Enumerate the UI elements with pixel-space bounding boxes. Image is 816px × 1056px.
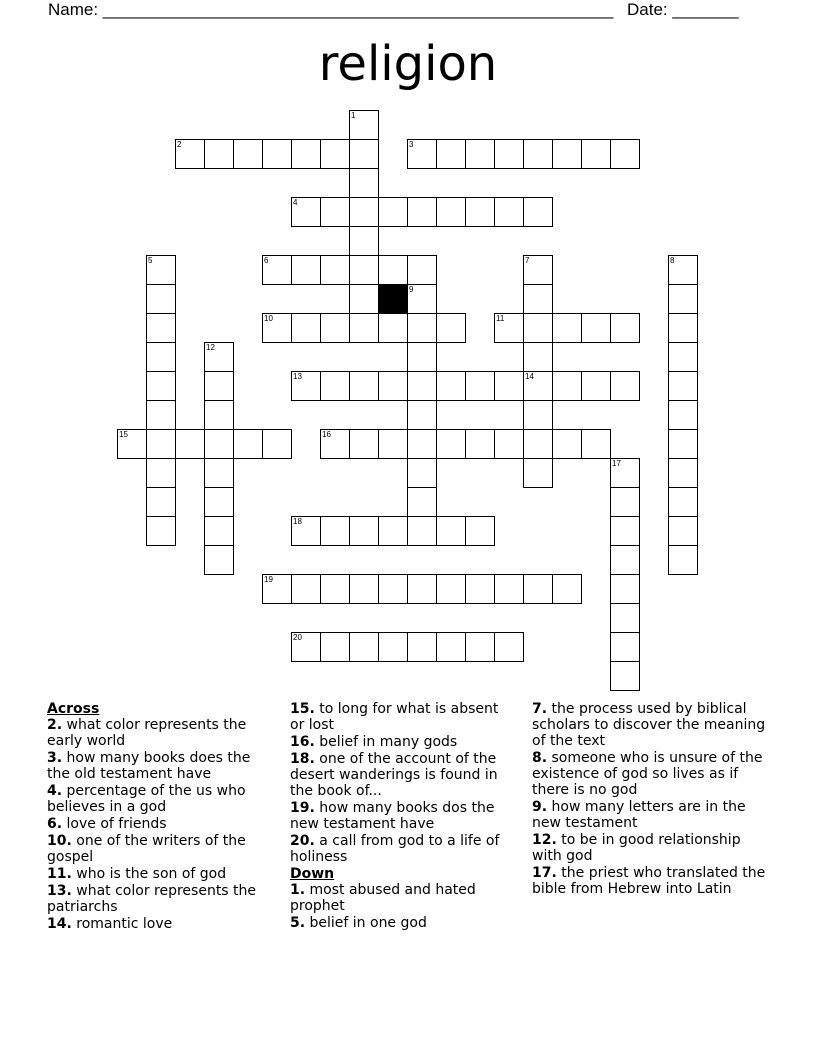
grid-cell[interactable] xyxy=(668,400,698,430)
grid-cell[interactable] xyxy=(378,255,408,285)
grid-cell[interactable] xyxy=(378,574,408,604)
clue-number: 10. xyxy=(47,833,72,849)
clue-text: the priest who translated the bible from Hebrew into Latin xyxy=(532,865,766,897)
grid-cell[interactable] xyxy=(523,284,553,314)
across-clue xyxy=(47,916,272,932)
clue-text: love of friends xyxy=(62,816,167,832)
grid-cell[interactable] xyxy=(349,632,379,662)
clue-column-3 xyxy=(532,701,772,898)
across-clue xyxy=(47,783,272,815)
grid-cell[interactable] xyxy=(407,197,437,227)
grid-cell[interactable] xyxy=(494,371,524,401)
grid-cell[interactable] xyxy=(349,226,379,256)
grid-cell[interactable] xyxy=(378,516,408,546)
grid-cell[interactable] xyxy=(465,371,495,401)
grid-cell[interactable] xyxy=(494,197,524,227)
clue-text: to be in good relationship with god xyxy=(532,832,741,864)
cell-number: 18 xyxy=(293,517,302,526)
grid-cell[interactable] xyxy=(349,574,379,604)
grid-cell[interactable] xyxy=(407,574,437,604)
grid-cell[interactable] xyxy=(465,197,495,227)
clue-text: percentage of the us who believes in a god xyxy=(47,783,246,815)
clue-text: the process used by biblical scholars to discover the meaning of the text xyxy=(532,701,766,749)
grid-cell[interactable] xyxy=(146,371,176,401)
grid-cell[interactable] xyxy=(320,313,350,343)
grid-cell[interactable] xyxy=(552,313,582,343)
across-clue xyxy=(47,750,272,782)
grid-cell[interactable] xyxy=(320,429,350,459)
grid-cell[interactable] xyxy=(494,574,524,604)
cell-number: 19 xyxy=(264,575,273,584)
down-clue xyxy=(532,799,772,831)
grid-cell[interactable] xyxy=(668,284,698,314)
grid-cell[interactable] xyxy=(349,371,379,401)
grid-cell[interactable] xyxy=(552,139,582,169)
grid-cell[interactable] xyxy=(146,313,176,343)
grid-cell[interactable] xyxy=(610,458,640,488)
clue-number: 15. xyxy=(290,701,315,717)
grid-cell[interactable] xyxy=(668,371,698,401)
grid-cell[interactable] xyxy=(668,429,698,459)
grid-cell[interactable] xyxy=(436,632,466,662)
grid-cell[interactable] xyxy=(378,632,408,662)
clue-number: 19. xyxy=(290,800,315,816)
grid-cell[interactable] xyxy=(610,313,640,343)
grid-cell[interactable] xyxy=(581,371,611,401)
grid-cell[interactable] xyxy=(320,371,350,401)
across-clue xyxy=(47,816,272,832)
grid-cell[interactable] xyxy=(436,197,466,227)
cell-number: 5 xyxy=(148,256,153,265)
grid-cell[interactable] xyxy=(320,139,350,169)
clue-number: 14. xyxy=(47,916,72,932)
down-clue xyxy=(290,915,515,931)
clue-number: 8. xyxy=(532,750,548,766)
grid-cell[interactable] xyxy=(349,429,379,459)
grid-cell[interactable] xyxy=(523,400,553,430)
grid-cell[interactable] xyxy=(320,632,350,662)
grid-cell[interactable] xyxy=(610,603,640,633)
grid-cell[interactable] xyxy=(610,516,640,546)
grid-cell[interactable] xyxy=(291,371,321,401)
page-title: religion xyxy=(318,36,498,92)
cell-number: 7 xyxy=(525,256,530,265)
grid-cell[interactable] xyxy=(320,574,350,604)
grid-cell[interactable] xyxy=(523,371,553,401)
clue-column-2 xyxy=(290,701,515,932)
grid-cell[interactable] xyxy=(146,342,176,372)
grid-cell[interactable] xyxy=(146,429,176,459)
grid-cell[interactable] xyxy=(262,429,292,459)
grid-cell[interactable] xyxy=(204,487,234,517)
grid-cell[interactable] xyxy=(523,342,553,372)
grid-cell[interactable] xyxy=(523,255,553,285)
cell-number: 8 xyxy=(670,256,675,265)
grid-cell[interactable] xyxy=(378,197,408,227)
grid-cell[interactable] xyxy=(146,400,176,430)
grid-cell[interactable] xyxy=(204,139,234,169)
clue-number: 18. xyxy=(290,751,315,767)
cell-number: 11 xyxy=(496,314,505,323)
grid-cell[interactable] xyxy=(291,197,321,227)
down-clue xyxy=(532,701,772,749)
clue-number: 17. xyxy=(532,865,557,881)
grid-cell[interactable] xyxy=(668,342,698,372)
grid-cell[interactable] xyxy=(349,168,379,198)
across-clue xyxy=(290,701,515,733)
cell-number: 3 xyxy=(409,140,414,149)
grid-cell[interactable] xyxy=(523,574,553,604)
grid-cell[interactable] xyxy=(349,516,379,546)
across-clue xyxy=(290,751,515,799)
grid-cell[interactable] xyxy=(175,429,205,459)
grid-cell[interactable] xyxy=(494,429,524,459)
grid-cell[interactable] xyxy=(668,487,698,517)
across-clue xyxy=(47,883,272,915)
grid-cell[interactable] xyxy=(436,574,466,604)
grid-cell[interactable] xyxy=(204,458,234,488)
across-clue xyxy=(47,833,272,865)
clue-text: romantic love xyxy=(71,916,173,932)
cell-number: 6 xyxy=(264,256,269,265)
clue-number: 1. xyxy=(290,882,306,898)
clue-number: 11. xyxy=(47,866,72,882)
grid-cell[interactable] xyxy=(291,139,321,169)
grid-cell[interactable] xyxy=(465,516,495,546)
grid-cell[interactable] xyxy=(349,197,379,227)
grid-cell[interactable] xyxy=(610,661,640,691)
grid-cell[interactable] xyxy=(349,139,379,169)
cell-number: 17 xyxy=(612,459,621,468)
grid-cell[interactable] xyxy=(494,632,524,662)
grid-cell[interactable] xyxy=(146,458,176,488)
grid-cell[interactable] xyxy=(494,313,524,343)
grid-cell[interactable] xyxy=(407,284,437,314)
clue-number: 5. xyxy=(290,915,306,931)
clue-text: how many books dos the new testament have xyxy=(290,800,495,832)
grid-cell[interactable] xyxy=(146,487,176,517)
grid-cell[interactable] xyxy=(552,371,582,401)
down-clue xyxy=(290,882,515,914)
grid-cell[interactable] xyxy=(494,139,524,169)
grid-cell[interactable] xyxy=(204,429,234,459)
grid-cell[interactable] xyxy=(291,313,321,343)
across-heading: Across xyxy=(47,701,100,717)
cell-number: 10 xyxy=(264,314,273,323)
grid-cell[interactable] xyxy=(349,110,379,140)
grid-cell[interactable] xyxy=(349,313,379,343)
grid-cell[interactable] xyxy=(581,429,611,459)
across-clue xyxy=(290,833,515,865)
grid-cell[interactable] xyxy=(204,516,234,546)
grid-cell[interactable] xyxy=(262,255,292,285)
grid-cell[interactable] xyxy=(262,139,292,169)
cell-number: 16 xyxy=(322,430,331,439)
grid-cell[interactable] xyxy=(407,400,437,430)
clue-number: 12. xyxy=(532,832,557,848)
clue-number: 13. xyxy=(47,883,72,899)
cell-number: 15 xyxy=(119,430,128,439)
date-field-label[interactable]: Date: _______ xyxy=(627,0,739,19)
cell-number: 1 xyxy=(351,111,356,120)
grid-cell[interactable] xyxy=(407,458,437,488)
grid-cell[interactable] xyxy=(204,371,234,401)
grid-cell[interactable] xyxy=(262,313,292,343)
clue-text: how many letters are in the new testament xyxy=(532,799,746,831)
down-clue xyxy=(532,750,772,798)
down-clue xyxy=(532,832,772,864)
grid-cell[interactable] xyxy=(436,313,466,343)
grid-cell[interactable] xyxy=(407,371,437,401)
grid-cell[interactable] xyxy=(378,371,408,401)
clue-text: to long for what is absent or lost xyxy=(290,701,499,733)
across-clue xyxy=(290,800,515,832)
down-clue xyxy=(532,865,772,897)
grid-cell[interactable] xyxy=(378,429,408,459)
grid-cell[interactable] xyxy=(552,429,582,459)
clue-text: someone who is unsure of the existence of god so lives as if there is no god xyxy=(532,750,763,798)
grid-cell[interactable] xyxy=(407,429,437,459)
grid-cell[interactable] xyxy=(668,458,698,488)
clue-number: 7. xyxy=(532,701,548,717)
cell-number: 12 xyxy=(206,343,215,352)
grid-cell[interactable] xyxy=(407,516,437,546)
grid-cell[interactable] xyxy=(523,458,553,488)
clue-text: what color represents the early world xyxy=(47,717,247,749)
clue-column-1 xyxy=(47,701,272,933)
grid-cell[interactable] xyxy=(407,487,437,517)
grid-cell[interactable] xyxy=(465,632,495,662)
clue-number: 2. xyxy=(47,717,63,733)
clue-number: 16. xyxy=(290,734,315,750)
clue-text: who is the son of god xyxy=(71,866,227,882)
grid-cell[interactable] xyxy=(552,574,582,604)
grid-cell[interactable] xyxy=(349,284,379,314)
clue-text: most abused and hated prophet xyxy=(290,882,476,914)
grid-cell[interactable] xyxy=(320,197,350,227)
cell-number: 13 xyxy=(293,372,302,381)
grid-cell[interactable] xyxy=(610,632,640,662)
grid-cell[interactable] xyxy=(465,139,495,169)
grid-cell[interactable] xyxy=(407,632,437,662)
grid-cell[interactable] xyxy=(291,516,321,546)
name-field-label[interactable]: Name: ______________________________________________________ xyxy=(48,0,614,19)
grid-cell[interactable] xyxy=(291,574,321,604)
across-clue xyxy=(47,866,272,882)
grid-cell[interactable] xyxy=(233,429,263,459)
clue-number: 3. xyxy=(47,750,63,766)
grid-cell[interactable] xyxy=(378,313,408,343)
down-heading: Down xyxy=(290,866,335,882)
clue-text: what color represents the patriarchs xyxy=(47,883,257,915)
grid-cell[interactable] xyxy=(610,574,640,604)
grid-cell[interactable] xyxy=(610,139,640,169)
black-cell xyxy=(378,284,408,314)
grid-cell[interactable] xyxy=(436,139,466,169)
grid-cell[interactable] xyxy=(465,429,495,459)
clue-text: belief in one god xyxy=(305,915,427,931)
across-clue xyxy=(47,717,272,749)
grid-cell[interactable] xyxy=(523,197,553,227)
clue-number: 6. xyxy=(47,816,63,832)
grid-cell[interactable] xyxy=(668,516,698,546)
grid-cell[interactable] xyxy=(610,545,640,575)
grid-cell[interactable] xyxy=(407,255,437,285)
grid-cell[interactable] xyxy=(610,487,640,517)
clue-text: how many books does the the old testament have xyxy=(47,750,251,782)
grid-cell[interactable] xyxy=(146,255,176,285)
grid-cell[interactable] xyxy=(204,400,234,430)
clue-number: 9. xyxy=(532,799,548,815)
clue-text: one of the account of the desert wanderings is found in the book of... xyxy=(290,751,498,799)
grid-cell[interactable] xyxy=(175,139,205,169)
grid-cell[interactable] xyxy=(436,429,466,459)
clue-text: one of the writers of the gospel xyxy=(47,833,246,865)
across-clue xyxy=(290,734,515,750)
grid-cell[interactable] xyxy=(407,342,437,372)
grid-cell[interactable] xyxy=(117,429,147,459)
grid-cell[interactable] xyxy=(523,429,553,459)
grid-cell[interactable] xyxy=(668,255,698,285)
grid-cell[interactable] xyxy=(610,371,640,401)
grid-cell[interactable] xyxy=(523,313,553,343)
grid-cell[interactable] xyxy=(436,516,466,546)
grid-cell[interactable] xyxy=(407,313,437,343)
grid-cell[interactable] xyxy=(233,139,263,169)
grid-cell[interactable] xyxy=(581,313,611,343)
cell-number: 4 xyxy=(293,198,298,207)
grid-cell[interactable] xyxy=(262,574,292,604)
cell-number: 2 xyxy=(177,140,182,149)
cell-number: 9 xyxy=(409,285,414,294)
clue-number: 4. xyxy=(47,783,63,799)
clue-text: belief in many gods xyxy=(314,734,458,750)
clue-text: a call from god to a life of holiness xyxy=(290,833,500,865)
cell-number: 14 xyxy=(525,372,534,381)
grid-cell[interactable] xyxy=(523,139,553,169)
grid-cell[interactable] xyxy=(204,545,234,575)
grid-cell[interactable] xyxy=(204,342,234,372)
grid-cell[interactable] xyxy=(465,574,495,604)
grid-cell[interactable] xyxy=(291,632,321,662)
grid-cell[interactable] xyxy=(349,255,379,285)
grid-cell[interactable] xyxy=(668,313,698,343)
grid-cell[interactable] xyxy=(146,516,176,546)
grid-cell[interactable] xyxy=(320,516,350,546)
grid-cell[interactable] xyxy=(581,139,611,169)
grid-cell[interactable] xyxy=(291,255,321,285)
grid-cell[interactable] xyxy=(146,284,176,314)
grid-cell[interactable] xyxy=(436,371,466,401)
grid-cell[interactable] xyxy=(668,545,698,575)
clue-number: 20. xyxy=(290,833,315,849)
cell-number: 20 xyxy=(293,633,302,642)
grid-cell[interactable] xyxy=(320,255,350,285)
grid-cell[interactable] xyxy=(407,139,437,169)
